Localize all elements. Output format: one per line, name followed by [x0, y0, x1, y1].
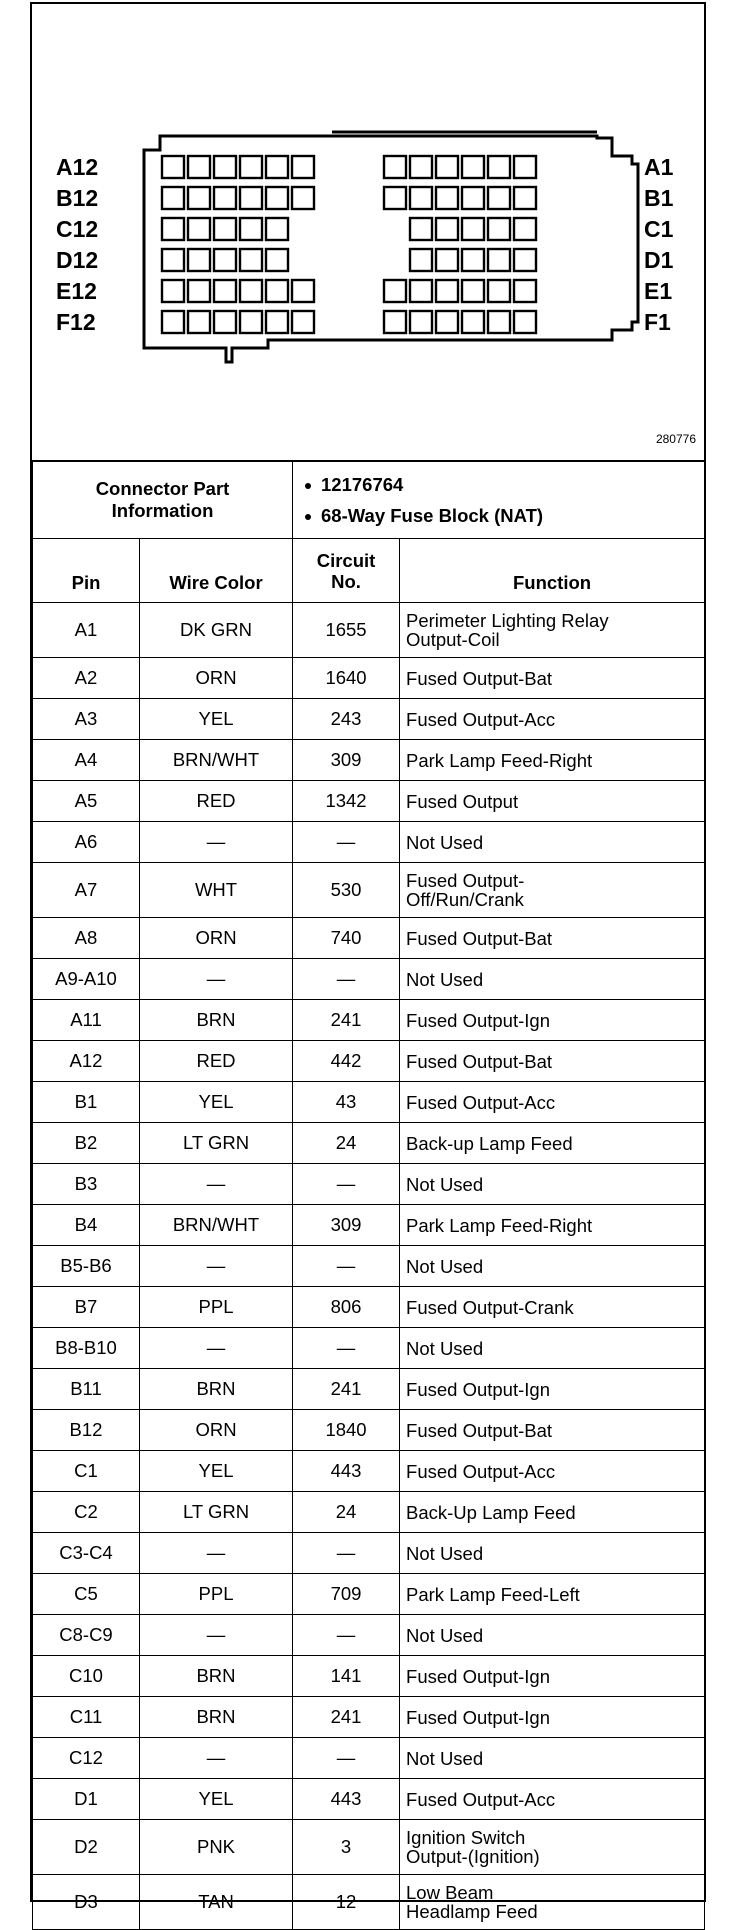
pin-cavity — [162, 280, 184, 302]
function-cell — [400, 1615, 705, 1656]
row-label-right-e: E1 — [644, 278, 673, 304]
function-cell — [400, 658, 705, 699]
pin-cavity — [240, 311, 262, 333]
pin-cell: D3 — [33, 1875, 140, 1930]
function-line1: Not Used — [406, 1542, 484, 1564]
function-cell — [400, 740, 705, 781]
wire-color-cell: LT GRN — [140, 1123, 293, 1164]
header-circuit-line1: Circuit — [316, 549, 376, 571]
circuit-cell: — — [293, 959, 400, 1000]
circuit-cell: 141 — [293, 1656, 400, 1697]
table-row — [33, 822, 705, 863]
function-cell — [400, 1779, 705, 1820]
wire-color-cell: YEL — [140, 699, 293, 740]
pin-cell: C11 — [33, 1697, 140, 1738]
pin-cavity — [292, 187, 314, 209]
pin-cavity — [266, 218, 288, 240]
header-circuit-line2: No. — [331, 570, 361, 592]
pin-cavity-grid — [162, 156, 536, 333]
connector-info-label — [33, 461, 293, 539]
row-label-right-f: F1 — [644, 309, 671, 335]
table-row — [33, 699, 705, 740]
function-cell — [400, 918, 705, 959]
pin-cell: A11 — [33, 1000, 140, 1041]
wire-color-cell: YEL — [140, 1451, 293, 1492]
circuit-cell: 1342 — [293, 781, 400, 822]
circuit-cell: — — [293, 822, 400, 863]
function-line1: Fused Output-Ign — [406, 1009, 550, 1031]
pin-cavity — [240, 187, 262, 209]
wire-color-cell: RED — [140, 781, 293, 822]
row-label-left-e: E12 — [56, 278, 97, 304]
circuit-cell: 24 — [293, 1123, 400, 1164]
figure-number: 280776 — [655, 432, 696, 446]
connector-info-row — [33, 461, 705, 539]
pin-cavity — [384, 156, 406, 178]
pin-cell: B1 — [33, 1082, 140, 1123]
table-row — [33, 1164, 705, 1205]
connector-info-values — [293, 461, 705, 539]
wire-color-cell: YEL — [140, 1779, 293, 1820]
function-line1: Low Beam — [406, 1882, 494, 1903]
wire-color-cell: PNK — [140, 1820, 293, 1875]
pin-cavity — [514, 311, 536, 333]
circuit-cell: — — [293, 1738, 400, 1779]
header-wire-color: Wire Color — [140, 539, 293, 603]
circuit-cell: 309 — [293, 1205, 400, 1246]
function-cell — [400, 781, 705, 822]
function-cell — [400, 1369, 705, 1410]
circuit-cell: 241 — [293, 1369, 400, 1410]
function-line1: Fused Output- — [406, 870, 525, 891]
pin-cavity — [214, 218, 236, 240]
function-cell — [400, 822, 705, 863]
function-line1: Fused Output-Bat — [406, 667, 553, 689]
circuit-cell: 1640 — [293, 658, 400, 699]
table-row — [33, 1082, 705, 1123]
table-row — [33, 1738, 705, 1779]
pin-cavity — [488, 249, 510, 271]
circuit-cell: 24 — [293, 1492, 400, 1533]
function-line1: Back-up Lamp Feed — [406, 1132, 573, 1154]
circuit-cell: — — [293, 1328, 400, 1369]
pin-cavity — [188, 187, 210, 209]
pin-cell: B12 — [33, 1410, 140, 1451]
pin-cavity — [462, 218, 484, 240]
circuit-cell: 12 — [293, 1875, 400, 1930]
pin-cell: A12 — [33, 1041, 140, 1082]
row-label-right-c: C1 — [644, 216, 674, 242]
function-line1: Fused Output-Bat — [406, 1050, 553, 1072]
pin-cavity — [214, 187, 236, 209]
description-text: 68-Way Fuse Block (NAT) — [321, 504, 544, 526]
pin-cavity — [214, 156, 236, 178]
wire-color-cell: — — [140, 1615, 293, 1656]
row-label-left-f: F12 — [56, 309, 96, 335]
pin-cell: C10 — [33, 1656, 140, 1697]
pin-cell: A3 — [33, 699, 140, 740]
pin-cell: A7 — [33, 863, 140, 918]
pin-cavity — [162, 218, 184, 240]
function-cell — [400, 1123, 705, 1164]
header-pin: Pin — [33, 539, 140, 603]
pin-cavity — [488, 280, 510, 302]
pin-cavity — [488, 311, 510, 333]
pin-cell: A1 — [33, 603, 140, 658]
wire-color-cell: PPL — [140, 1287, 293, 1328]
function-line1: Fused Output-Crank — [406, 1296, 574, 1318]
wire-color-cell: YEL — [140, 1082, 293, 1123]
pin-cavity — [214, 280, 236, 302]
circuit-cell: 241 — [293, 1000, 400, 1041]
table-row — [33, 740, 705, 781]
pin-cavity — [410, 280, 432, 302]
circuit-cell: — — [293, 1615, 400, 1656]
table-row — [33, 1246, 705, 1287]
pin-cavity — [436, 311, 458, 333]
pin-cavity — [488, 187, 510, 209]
wire-color-cell: — — [140, 822, 293, 863]
pin-cavity — [162, 156, 184, 178]
pin-cell: B2 — [33, 1123, 140, 1164]
function-cell — [400, 1492, 705, 1533]
function-cell — [400, 1328, 705, 1369]
pin-cell: A4 — [33, 740, 140, 781]
pin-cavity — [240, 156, 262, 178]
table-row — [33, 1779, 705, 1820]
pin-cell: C3-C4 — [33, 1533, 140, 1574]
function-cell — [400, 603, 705, 658]
table-row — [33, 1205, 705, 1246]
pin-cavity — [410, 249, 432, 271]
function-line1: Back-Up Lamp Feed — [406, 1501, 576, 1523]
table-row — [33, 1451, 705, 1492]
table-row — [33, 603, 705, 658]
function-line2: Output-(Ignition) — [406, 1846, 540, 1867]
function-cell — [400, 1246, 705, 1287]
wire-color-cell: BRN — [140, 1000, 293, 1041]
function-line1: Ignition Switch — [406, 1827, 526, 1848]
pin-cavity — [410, 187, 432, 209]
pin-cavity — [462, 187, 484, 209]
pin-cavity — [488, 156, 510, 178]
pin-cell: A6 — [33, 822, 140, 863]
pinout-table — [32, 460, 705, 1930]
pin-cell: B5-B6 — [33, 1246, 140, 1287]
pin-cell: B3 — [33, 1164, 140, 1205]
function-cell — [400, 699, 705, 740]
connector-info-label-line1: Connector Part — [95, 477, 230, 499]
table-row — [33, 1041, 705, 1082]
pin-cavity — [514, 249, 536, 271]
pin-cell: C2 — [33, 1492, 140, 1533]
bullet-icon — [305, 514, 311, 520]
function-cell — [400, 863, 705, 918]
pin-cavity — [188, 311, 210, 333]
pin-cell: D2 — [33, 1820, 140, 1875]
table-row — [33, 1574, 705, 1615]
wire-color-cell: — — [140, 1328, 293, 1369]
wire-color-cell: — — [140, 1738, 293, 1779]
pin-cavity — [462, 156, 484, 178]
pin-cavity — [266, 249, 288, 271]
pin-cavity — [240, 280, 262, 302]
function-line1: Fused Output-Acc — [406, 1460, 556, 1482]
pin-cavity — [436, 249, 458, 271]
pin-cell: A2 — [33, 658, 140, 699]
function-line1: Fused Output-Ign — [406, 1665, 550, 1687]
circuit-cell: 443 — [293, 1451, 400, 1492]
function-line1: Perimeter Lighting Relay — [406, 610, 609, 631]
wire-color-cell: — — [140, 959, 293, 1000]
wire-color-cell: BRN/WHT — [140, 1205, 293, 1246]
pin-cavity — [162, 187, 184, 209]
pin-cavity — [266, 187, 288, 209]
circuit-cell: — — [293, 1246, 400, 1287]
function-line1: Park Lamp Feed-Right — [406, 749, 593, 771]
wire-color-cell: LT GRN — [140, 1492, 293, 1533]
pin-cavity — [292, 280, 314, 302]
pin-cell: D1 — [33, 1779, 140, 1820]
pin-cavity — [162, 249, 184, 271]
part-number-text: 12176764 — [321, 473, 404, 495]
pin-cell: B4 — [33, 1205, 140, 1246]
function-line1: Fused Output-Bat — [406, 1419, 553, 1441]
table-row — [33, 1615, 705, 1656]
wire-color-cell: — — [140, 1533, 293, 1574]
table-row — [33, 658, 705, 699]
pin-cell: A8 — [33, 918, 140, 959]
wire-color-cell: TAN — [140, 1875, 293, 1930]
function-cell — [400, 1533, 705, 1574]
row-label-right-d: D1 — [644, 247, 674, 273]
wire-color-cell: BRN — [140, 1697, 293, 1738]
circuit-cell: 530 — [293, 863, 400, 918]
pin-cell: A5 — [33, 781, 140, 822]
circuit-cell: 806 — [293, 1287, 400, 1328]
pin-cell: C8-C9 — [33, 1615, 140, 1656]
function-cell — [400, 1574, 705, 1615]
wire-color-cell: BRN — [140, 1369, 293, 1410]
pin-cavity — [384, 187, 406, 209]
circuit-cell: 3 — [293, 1820, 400, 1875]
row-label-left-c: C12 — [56, 216, 99, 242]
wire-color-cell: ORN — [140, 1410, 293, 1451]
function-line1: Fused Output-Acc — [406, 1788, 556, 1810]
function-cell — [400, 1656, 705, 1697]
function-line1: Not Used — [406, 1173, 484, 1195]
pin-cavity — [514, 280, 536, 302]
function-line2: Output-Coil — [406, 629, 500, 650]
circuit-cell: — — [293, 1533, 400, 1574]
table-row — [33, 1328, 705, 1369]
function-cell — [400, 959, 705, 1000]
pin-cavity — [410, 218, 432, 240]
pin-cavity — [514, 156, 536, 178]
pin-cavity — [410, 156, 432, 178]
wire-color-cell: PPL — [140, 1574, 293, 1615]
pin-cavity — [188, 280, 210, 302]
pin-cavity — [384, 311, 406, 333]
table-row — [33, 1000, 705, 1041]
function-cell — [400, 1000, 705, 1041]
pin-cavity — [488, 218, 510, 240]
function-line1: Fused Output-Bat — [406, 927, 553, 949]
pin-cavity — [436, 280, 458, 302]
wire-color-cell: WHT — [140, 863, 293, 918]
pin-cavity — [240, 218, 262, 240]
function-line1: Fused Output-Ign — [406, 1378, 550, 1400]
function-line1: Not Used — [406, 1747, 484, 1769]
connector-face-drawing — [32, 4, 704, 460]
table-header-row — [33, 539, 705, 603]
function-line1: Fused Output-Acc — [406, 708, 556, 730]
pin-cavity — [436, 156, 458, 178]
circuit-cell: 740 — [293, 918, 400, 959]
connector-sheet — [30, 2, 706, 1922]
function-cell — [400, 1410, 705, 1451]
header-circuit-no — [293, 539, 400, 603]
wire-color-cell: ORN — [140, 918, 293, 959]
function-cell — [400, 1697, 705, 1738]
pin-cavity — [266, 311, 288, 333]
function-line1: Fused Output-Acc — [406, 1091, 556, 1113]
pin-cavity — [436, 218, 458, 240]
circuit-cell: 1840 — [293, 1410, 400, 1451]
wire-color-cell: BRN/WHT — [140, 740, 293, 781]
function-cell — [400, 1082, 705, 1123]
table-row — [33, 1820, 705, 1875]
table-row — [33, 781, 705, 822]
pin-cell: B8-B10 — [33, 1328, 140, 1369]
pin-cavity — [188, 218, 210, 240]
function-line1: Not Used — [406, 831, 484, 853]
pin-cell: A9-A10 — [33, 959, 140, 1000]
pin-cavity — [462, 280, 484, 302]
wire-color-cell: ORN — [140, 658, 293, 699]
pin-cavity — [266, 156, 288, 178]
wire-color-cell: DK GRN — [140, 603, 293, 658]
function-cell — [400, 1875, 705, 1930]
function-line1: Not Used — [406, 1337, 484, 1359]
circuit-cell: — — [293, 1164, 400, 1205]
pin-cavity — [214, 249, 236, 271]
row-label-right-a: A1 — [644, 154, 674, 180]
function-line1: Fused Output — [406, 790, 519, 812]
table-row — [33, 1369, 705, 1410]
connector-part-number — [305, 469, 704, 500]
pin-cavity — [514, 187, 536, 209]
table-row — [33, 1492, 705, 1533]
pin-cavity — [266, 280, 288, 302]
circuit-cell: 43 — [293, 1082, 400, 1123]
pin-cavity — [462, 311, 484, 333]
wire-color-cell: — — [140, 1164, 293, 1205]
row-label-left-d: D12 — [56, 247, 99, 273]
circuit-cell: 709 — [293, 1574, 400, 1615]
pin-cavity — [240, 249, 262, 271]
row-label-left-b: B12 — [56, 185, 99, 211]
table-row — [33, 1875, 705, 1930]
pin-cell: C5 — [33, 1574, 140, 1615]
wire-color-cell: RED — [140, 1041, 293, 1082]
function-line1: Not Used — [406, 968, 484, 990]
circuit-cell: 443 — [293, 1779, 400, 1820]
table-row — [33, 959, 705, 1000]
pin-cavity — [162, 311, 184, 333]
function-line2: Headlamp Feed — [406, 1901, 538, 1922]
table-row — [33, 1287, 705, 1328]
pin-cavity — [188, 156, 210, 178]
table-row — [33, 918, 705, 959]
pin-cell: C1 — [33, 1451, 140, 1492]
function-cell — [400, 1041, 705, 1082]
function-cell — [400, 1738, 705, 1779]
connector-description — [305, 500, 704, 531]
pin-cavity — [292, 311, 314, 333]
table-row — [33, 1410, 705, 1451]
connector-info-label-line2: Information — [111, 499, 214, 521]
bullet-icon — [305, 483, 311, 489]
circuit-cell: 241 — [293, 1697, 400, 1738]
table-row — [33, 1656, 705, 1697]
pin-cavity — [436, 187, 458, 209]
function-line1: Not Used — [406, 1255, 484, 1277]
wire-color-cell: — — [140, 1246, 293, 1287]
circuit-cell: 243 — [293, 699, 400, 740]
pin-cavity — [188, 249, 210, 271]
table-row — [33, 863, 705, 918]
pin-cavity — [384, 280, 406, 302]
function-cell — [400, 1451, 705, 1492]
pin-cavity — [462, 249, 484, 271]
function-line1: Park Lamp Feed-Left — [406, 1583, 580, 1605]
connector-diagram — [32, 4, 704, 462]
function-cell — [400, 1820, 705, 1875]
header-function: Function — [400, 539, 705, 603]
pin-cavity — [214, 311, 236, 333]
circuit-cell: 309 — [293, 740, 400, 781]
row-label-right-b: B1 — [644, 185, 674, 211]
pin-cell: B7 — [33, 1287, 140, 1328]
function-cell — [400, 1205, 705, 1246]
wire-color-cell: BRN — [140, 1656, 293, 1697]
function-cell — [400, 1164, 705, 1205]
row-label-left-a: A12 — [56, 154, 99, 180]
function-line1: Fused Output-Ign — [406, 1706, 550, 1728]
pin-cell: C12 — [33, 1738, 140, 1779]
circuit-cell: 1655 — [293, 603, 400, 658]
function-line1: Park Lamp Feed-Right — [406, 1214, 593, 1236]
function-cell — [400, 1287, 705, 1328]
table-row — [33, 1697, 705, 1738]
pin-cavity — [292, 156, 314, 178]
circuit-cell: 442 — [293, 1041, 400, 1082]
function-line2: Off/Run/Crank — [406, 889, 524, 910]
table-row — [33, 1533, 705, 1574]
table-row — [33, 1123, 705, 1164]
pin-cell: B11 — [33, 1369, 140, 1410]
pin-cavity — [514, 218, 536, 240]
function-line1: Not Used — [406, 1624, 484, 1646]
pin-cavity — [410, 311, 432, 333]
